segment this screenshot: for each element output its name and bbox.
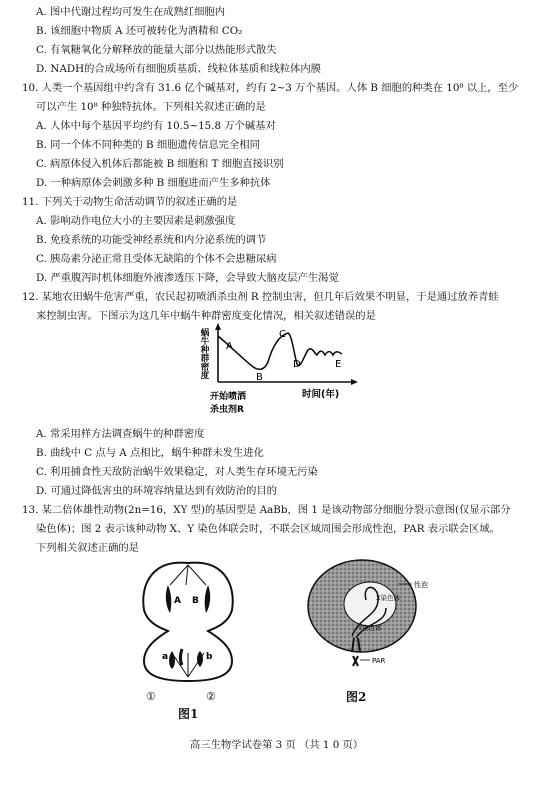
q11-option-b: B. 免疫系统的功能受神经系统和内分泌系统的调节 [36, 234, 267, 246]
figure-2-sex-vesicle [300, 556, 460, 690]
point-a-label: A [226, 341, 233, 352]
q10-stem-line1: 10. 人类一个基因组中约含有 31.6 亿个碱基对，约有 2~3 万个基因。人体 B 细胞的种类在 10⁸ 以上，至少 [22, 82, 519, 94]
fig1-cell2-label: ② [206, 690, 216, 703]
q13-stem-line3: 下列相关叙述正确的是 [36, 542, 139, 554]
fig1-caption: 图1 [178, 707, 199, 721]
q10-option-a: A. 人体中每个基因平均约有 10.5~15.8 万个碱基对 [36, 120, 276, 132]
chart-xlabel: 时间(年) [302, 389, 340, 400]
page-footer: 高三生物学试卷第 3 页 （共 1 0 页） [190, 739, 364, 751]
upper-spindle [170, 565, 206, 585]
point-b-label: B [256, 372, 263, 383]
q10-option-c: C. 病原体侵入机体后都能被 B 细胞和 T 细胞直接识别 [36, 158, 284, 170]
allele-a-lower: a [162, 652, 169, 662]
q12-option-b: B. 曲线中 C 点与 A 点相比，蜗牛种群未发生进化 [36, 447, 264, 459]
allele-a-upper: A [174, 596, 181, 606]
q11-option-d: D. 严重腹泻时机体细胞外液渗透压下降，会导致大脑皮层产生渴觉 [36, 272, 339, 284]
prev-option-d: D. NADH的合成场所有细胞质基质、线粒体基质和线粒体内膜 [36, 63, 321, 75]
fig2-label-vesicle: 性泡 [414, 581, 428, 589]
chart-start-label-2: 杀虫剂R [210, 405, 244, 415]
fig1-cell1-label: ① [146, 690, 156, 703]
prev-option-a: A. 图中代谢过程均可发生在成熟红细胞内 [36, 6, 226, 18]
fig2-caption: 图2 [346, 690, 367, 704]
q10-option-b: B. 同一个体不同种类的 B 细胞遗传信息完全相同 [36, 139, 260, 151]
chromosome-upper-left [166, 585, 171, 613]
q11-option-c: C. 胰岛素分泌正常且受体无缺陷的个体不会患糖尿病 [36, 253, 277, 265]
q11-stem: 11. 下列关于动物生命活动调节的叙述正确的是 [22, 196, 238, 208]
q13-stem-line1: 13. 某二倍体雄性动物(2n=16，XY 型)的基因型是 AaBb，图 1 是该动物部分细胞分裂示意图(仅显示部分 [22, 504, 511, 516]
chart-start-label-1: 开始喷洒 [210, 392, 247, 402]
prev-option-c: C. 有氧糖氧化分解释放的能量大部分以热能形式散失 [36, 44, 277, 56]
chart-x-arrow [351, 379, 358, 385]
q13-stem-line2: 染色体)；图 2 表示该种动物 X、Y 染色体联会时，不联会区域周围会形成性泡，PAR 表示联会区域。 [36, 523, 500, 535]
allele-b-lower: b [206, 652, 213, 662]
fig2-label-x: X染色体 [376, 594, 400, 602]
q12-option-a: A. 常采用样方法调查蜗牛的种群密度 [36, 428, 205, 440]
q11-option-a: A. 影响动作电位大小的主要因素是刺激强度 [36, 215, 236, 227]
sex-vesicle-body [344, 582, 396, 626]
fig2-label-y: Y染色体 [358, 624, 382, 632]
q12-stem-line1: 12. 某地农田蜗牛危害严重，农民起初喷洒杀虫剂 R 控制虫害，但几年后效果不明显，于是通过放养青蛙 [22, 291, 499, 303]
snail-density-chart [190, 322, 360, 421]
chromosome-upper-right [205, 585, 210, 613]
chromosome-lower-left [169, 651, 175, 669]
chromosome-lower-middle [181, 649, 183, 665]
chromosome-lower-right [197, 651, 203, 667]
allele-b-upper: B [192, 596, 199, 606]
figure-1-cell-division [128, 555, 248, 691]
chart-ylabel: 蜗牛种群密度 [199, 328, 209, 379]
point-c-label: C [279, 329, 286, 340]
q10-stem-line2: 可以产生 10⁸ 种独特抗体。下列相关叙述正确的是 [36, 101, 266, 113]
prev-option-b: B. 该细胞中物质 A 还可被转化为酒精和 CO₂ [36, 25, 243, 37]
q12-option-c: C. 利用捕食性天敌防治蜗牛效果稳定，对人类生存环境无污染 [36, 466, 318, 478]
q10-option-d: D. 一种病原体会刺激多种 B 细胞进而产生多种抗体 [36, 177, 271, 189]
chart-y-arrow [215, 323, 221, 330]
point-d-label: D [293, 359, 301, 370]
q12-stem-line2: 来控制虫害。下图示为这几年中蜗牛种群密度变化情况，相关叙述错误的是 [36, 310, 376, 322]
fig2-label-par: PAR [372, 657, 386, 665]
point-e-label: E [335, 359, 342, 370]
q12-option-d: D. 可通过降低害虫的环境容纳量达到有效防治的目的 [36, 485, 277, 497]
